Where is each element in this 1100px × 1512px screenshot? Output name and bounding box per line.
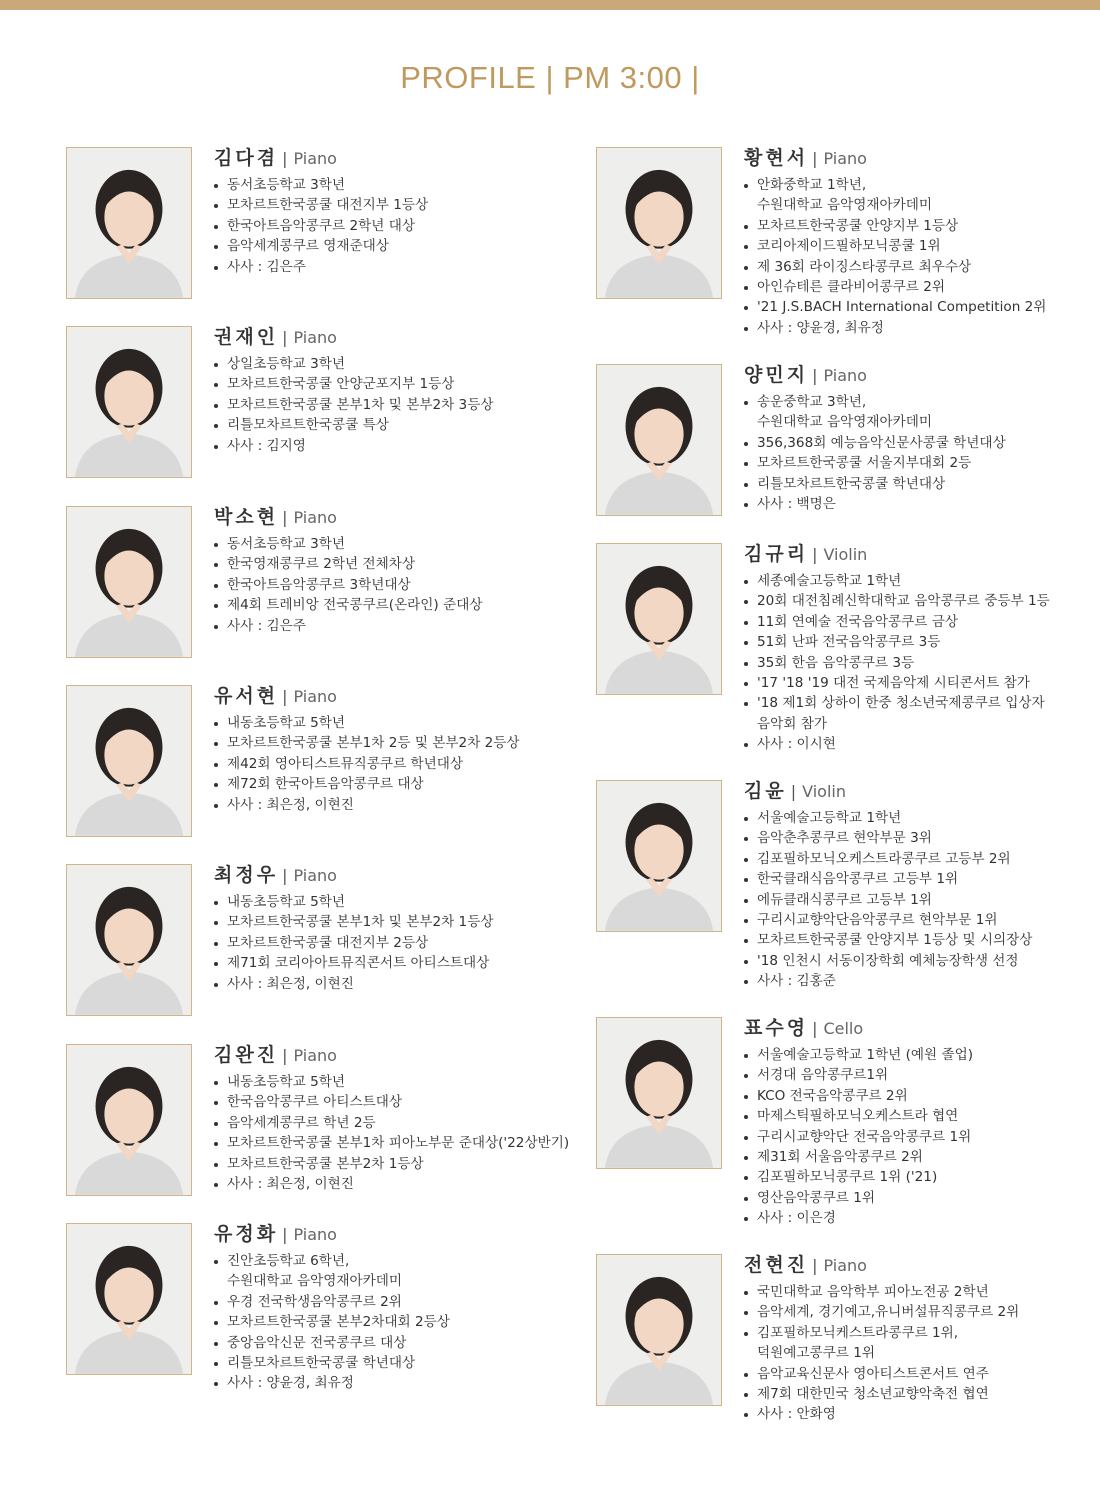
instrument-label: Piano xyxy=(293,508,337,527)
top-accent-bar xyxy=(0,0,1100,10)
performer-name: 김완진 xyxy=(214,1044,279,1066)
name-separator: | xyxy=(812,1256,818,1275)
name-separator: | xyxy=(282,328,288,347)
name-line xyxy=(744,1017,1074,1039)
profile-list-item: 음악세계, 경기예고,유니버설뮤직콩쿠르 2위 xyxy=(744,1302,1074,1322)
profile-list xyxy=(214,892,544,994)
performer-name: 권재인 xyxy=(214,326,279,348)
profile-list-item: 51회 난파 전국음악콩쿠르 3등 xyxy=(744,632,1074,652)
performer-name: 최정우 xyxy=(214,864,279,886)
profile-list-item: 모차르트한국콩쿨 대전지부 1등상 xyxy=(214,195,544,215)
profile-list-item: 한국영재콩쿠르 2학년 전체차상 xyxy=(214,554,544,574)
name-separator: | xyxy=(282,1046,288,1065)
profile-list-item: 제31회 서울음악콩쿠르 2위 xyxy=(744,1147,1074,1167)
profile-photo xyxy=(596,147,722,299)
profile-list-item: 구리시교향악단음악콩쿠르 현악부문 1위 xyxy=(744,910,1074,930)
profile-list-item: 중앙음악신문 전국콩쿠르 대상 xyxy=(214,1333,544,1353)
profile-info xyxy=(744,543,1074,755)
profile-list-item: 한국아트음악콩쿠르 3학년대상 xyxy=(214,575,544,595)
instrument-label: Piano xyxy=(293,149,337,168)
profile-list-item-line: 수원대학교 음악영재아카데미 xyxy=(757,197,933,214)
profile-list-item: 상일초등학교 3학년 xyxy=(214,354,544,374)
profile-list-item-line: '18 제1회 상하이 한중 청소년국제콩쿠르 입상자 xyxy=(757,695,1045,712)
name-line xyxy=(214,147,544,169)
name-line xyxy=(744,543,1074,565)
profile-list-item: 영산음악콩쿠르 1위 xyxy=(744,1188,1074,1208)
name-line xyxy=(744,780,1074,802)
profile-list-item-line: 음악회 참가 xyxy=(757,715,827,732)
profile-photo xyxy=(66,1044,192,1196)
profile-list xyxy=(214,354,544,456)
profile-info xyxy=(214,147,544,277)
profile-card xyxy=(66,1223,546,1473)
profile-info xyxy=(214,1223,544,1394)
profile-info xyxy=(214,864,544,994)
profile-info xyxy=(744,364,1074,514)
performer-name: 유정화 xyxy=(214,1223,279,1245)
name-separator: | xyxy=(790,782,797,801)
name-line xyxy=(214,685,544,707)
profile-list-item: 35회 한음 음악콩쿠르 3등 xyxy=(744,653,1074,673)
name-line xyxy=(214,864,544,886)
performer-name: 김다겸 xyxy=(214,147,279,169)
profile-list-item: 마제스틱필하모닉오케스트라 협연 xyxy=(744,1106,1074,1126)
name-separator: | xyxy=(282,866,288,885)
profile-list-item: 사사 : 백명은 xyxy=(744,494,1074,514)
profile-list-item: 우경 전국학생음악콩쿠르 2위 xyxy=(214,1292,544,1312)
profile-list xyxy=(744,175,1074,338)
profile-info xyxy=(214,685,544,815)
instrument-label: Violin xyxy=(823,545,868,564)
instrument-label: Piano xyxy=(293,687,337,706)
profile-list-item: 사사 : 양윤경, 최유정 xyxy=(214,1373,544,1393)
profile-list-item: 제71회 코리아아트뮤직콘서트 아티스트대상 xyxy=(214,953,544,973)
profile-list-item: 사사 : 김지영 xyxy=(214,436,544,456)
profile-list-item: 서울예술고등학교 1학년 (예원 졸업) xyxy=(744,1045,1074,1065)
instrument-label: Piano xyxy=(823,1256,867,1275)
profile-photo xyxy=(596,1017,722,1169)
profile-list-item-line: 안화중학교 1학년, xyxy=(757,177,867,193)
profile-info xyxy=(744,1254,1074,1425)
profile-photo xyxy=(66,864,192,1016)
profile-info xyxy=(214,326,544,456)
profile-info xyxy=(214,1044,570,1194)
profile-list-item: 20회 대전침례신학대학교 음악콩쿠르 중등부 1등 xyxy=(744,591,1074,611)
profile-list-item: 제 36회 라이징스타콩쿠르 최우수상 xyxy=(744,257,1074,277)
profile-list xyxy=(214,1072,570,1194)
profile-list-item-line: 송운중학교 3학년, xyxy=(757,394,867,410)
profile-list-item: 사사 : 이시현 xyxy=(744,734,1074,754)
profile-list-item: KCO 전국음악콩쿠르 2위 xyxy=(744,1086,1074,1106)
name-line xyxy=(214,326,544,348)
profile-list-item: 모차르트한국콩쿨 대전지부 2등상 xyxy=(214,933,544,953)
profile-list xyxy=(744,808,1074,992)
instrument-label: Piano xyxy=(823,366,867,385)
profile-list-item xyxy=(744,693,1074,734)
profile-list-item: 음악세계콩쿠르 영재준대상 xyxy=(214,236,544,256)
profile-list-item: 세종예술고등학교 1학년 xyxy=(744,571,1074,591)
instrument-label: Cello xyxy=(823,1019,864,1038)
profile-list-item: 구리시교향악단 전국음악콩쿠르 1위 xyxy=(744,1127,1074,1147)
name-separator: | xyxy=(282,508,288,527)
profile-list xyxy=(744,1282,1074,1425)
profile-list-item: 사사 : 최은정, 이현진 xyxy=(214,974,544,994)
profile-list-item: 모차르트한국콩쿨 안양지부 1등상 및 시의장상 xyxy=(744,930,1074,950)
profile-list-item: 모차르트한국콩쿨 본부1차 및 본부2차 1등상 xyxy=(214,912,544,932)
profile-list-item-line: 수원대학교 음악영재아카데미 xyxy=(227,1273,403,1290)
profile-card xyxy=(596,780,1076,1030)
profile-photo xyxy=(66,147,192,299)
profile-list-item: 사사 : 안화영 xyxy=(744,1404,1074,1424)
profile-list-item: 사사 : 최은정, 이현진 xyxy=(214,795,544,815)
profile-list-item: 동서초등학교 3학년 xyxy=(214,175,544,195)
profile-list-item: 모차르트한국콩쿨 본부1차 및 본부2차 3등상 xyxy=(214,395,544,415)
profile-list-item-line: 진안초등학교 6학년, xyxy=(227,1253,350,1269)
profile-list-item: 제7회 대한민국 청소년교향악축전 협연 xyxy=(744,1384,1074,1404)
name-separator: | xyxy=(812,366,818,385)
profile-photo xyxy=(66,506,192,658)
profile-list-item-line: 수원대학교 음악영재아카데미 xyxy=(757,414,933,431)
profile-card xyxy=(596,1254,1076,1504)
profile-list-item xyxy=(744,175,1074,216)
profile-list-item: 한국클래식음악콩쿠르 고등부 1위 xyxy=(744,869,1074,889)
instrument-label: Piano xyxy=(293,866,337,885)
profile-list-item: 모차르트한국콩쿨 본부1차 피아노부문 준대상('22상반기) xyxy=(214,1133,544,1153)
name-separator: | xyxy=(812,1019,818,1038)
profile-list-item: 음악춘추콩쿠르 현악부문 3위 xyxy=(744,828,1074,848)
profile-list-item xyxy=(744,1323,1074,1364)
profile-photo xyxy=(596,543,722,695)
profile-list-item: 제72회 한국아트음악콩쿠르 대상 xyxy=(214,774,544,794)
profile-info xyxy=(744,1017,1074,1229)
profile-photo xyxy=(596,780,722,932)
instrument-label: Piano xyxy=(293,1046,337,1065)
performer-name: 김윤 xyxy=(744,780,787,802)
profile-list xyxy=(214,175,544,277)
profile-card xyxy=(596,147,1076,397)
name-line xyxy=(214,1044,544,1066)
profile-list-item: 모차르트한국콩쿨 서울지부대회 2등 xyxy=(744,453,1074,473)
profile-list-item: 제4회 트레비앙 전국콩쿠르(온라인) 준대상 xyxy=(214,595,544,615)
profile-list-item: '21 J.S.BACH International Competition 2위 xyxy=(744,297,1074,317)
profile-list xyxy=(214,1251,544,1394)
name-separator: | xyxy=(282,687,288,706)
profile-list-item: 사사 : 최은정, 이현진 xyxy=(214,1174,544,1194)
profile-list-item: 사사 : 양윤경, 최유정 xyxy=(744,318,1074,338)
profile-list-item: 김포필하모닉콩쿠르 1위 ('21) xyxy=(744,1167,1074,1187)
profile-list xyxy=(744,571,1074,755)
performer-name: 전현진 xyxy=(744,1254,809,1276)
profile-list-item: 내동초등학교 5학년 xyxy=(214,713,544,733)
name-line xyxy=(744,147,1074,169)
instrument-label: Piano xyxy=(823,149,867,168)
profile-list-item: 사사 : 김홍준 xyxy=(744,971,1074,991)
profile-photo xyxy=(66,1223,192,1375)
profile-photo xyxy=(596,364,722,516)
profile-info xyxy=(214,506,544,636)
profile-card xyxy=(596,1017,1076,1267)
profile-list-item: 아인슈테른 클라비어콩쿠르 2위 xyxy=(744,277,1074,297)
profile-list-item: '17 '18 '19 대전 국제음악제 시티콘서트 참가 xyxy=(744,673,1074,693)
profile-card xyxy=(596,543,1076,793)
profile-list xyxy=(744,392,1074,514)
profile-list-item: 서울예술고등학교 1학년 xyxy=(744,808,1074,828)
profile-list-item: 한국아트음악콩쿠르 2학년 대상 xyxy=(214,216,544,236)
name-line xyxy=(744,364,1074,386)
profile-list-item: 국민대학교 음악학부 피아노전공 2학년 xyxy=(744,1282,1074,1302)
profile-list-item: 동서초등학교 3학년 xyxy=(214,534,544,554)
profile-list-item: 모차르트한국콩쿨 본부1차 2등 및 본부2차 2등상 xyxy=(214,733,544,753)
profile-list-item-line: 김포필하모닉케스트라콩쿠르 1위, xyxy=(757,1324,959,1341)
profile-list-item xyxy=(744,392,1074,433)
profile-list-item-line: 덕원예고콩쿠르 1위 xyxy=(757,1345,876,1362)
profile-info xyxy=(744,780,1074,992)
performer-name: 유서현 xyxy=(214,685,279,707)
profile-list-item: 코리아제이드필하모닉콩쿨 1위 xyxy=(744,236,1074,256)
performer-name: 양민지 xyxy=(744,364,809,386)
profile-info xyxy=(744,147,1074,338)
profile-list-item: 음악세계콩쿠르 학년 2등 xyxy=(214,1113,544,1133)
profile-list-item: 사사 : 이은경 xyxy=(744,1208,1074,1228)
instrument-label: Violin xyxy=(802,782,846,801)
profile-list-item: 에듀클래식콩쿠르 고등부 1위 xyxy=(744,890,1074,910)
performer-name: 박소현 xyxy=(214,506,279,528)
name-separator: | xyxy=(812,545,818,564)
profile-list-item: 사사 : 김은주 xyxy=(214,257,544,277)
name-line xyxy=(744,1254,1074,1276)
name-line xyxy=(214,506,544,528)
performer-name: 황현서 xyxy=(744,147,809,169)
profile-list-item: 11회 연예술 전국음악콩쿠르 금상 xyxy=(744,612,1074,632)
profile-list xyxy=(744,1045,1074,1229)
profile-list-item: 리틀모차르트한국콩쿨 학년대상 xyxy=(214,1353,544,1373)
profile-list-item xyxy=(214,1251,544,1292)
profile-list-item: 내동초등학교 5학년 xyxy=(214,1072,544,1092)
profile-list-item: '18 인천시 서동이장학회 예체능장학생 선정 xyxy=(744,951,1074,971)
performer-name: 김규리 xyxy=(744,543,809,565)
profile-photo xyxy=(596,1254,722,1406)
profile-list-item: 모차르트한국콩쿨 안양군포지부 1등상 xyxy=(214,374,544,394)
profile-list-item: 모차르트한국콩쿨 안양지부 1등상 xyxy=(744,216,1074,236)
instrument-label: Piano xyxy=(293,1225,337,1244)
performer-name: 표수영 xyxy=(744,1017,809,1039)
profile-list-item: 한국음악콩쿠르 아티스트대상 xyxy=(214,1092,544,1112)
profile-list-item: 서경대 음악콩쿠르1위 xyxy=(744,1065,1074,1085)
page-title: PROFILE | PM 3:00 | xyxy=(400,60,700,95)
instrument-label: Piano xyxy=(293,328,337,347)
profile-list-item: 음악교육신문사 영아티스트콘서트 연주 xyxy=(744,1364,1074,1384)
profile-list-item: 모차르트한국콩쿨 본부2차대회 2등상 xyxy=(214,1312,544,1332)
name-separator: | xyxy=(282,1225,288,1244)
profile-list-item: 356,368회 예능음악신문사콩쿨 학년대상 xyxy=(744,433,1074,453)
profile-list-item: 김포필하모닉오케스트라콩쿠르 고등부 2위 xyxy=(744,849,1074,869)
profile-list xyxy=(214,534,544,636)
name-separator: | xyxy=(282,149,288,168)
name-line xyxy=(214,1223,544,1245)
profile-list xyxy=(214,713,544,815)
profile-list-item: 모차르트한국콩쿨 본부2차 1등상 xyxy=(214,1154,544,1174)
profile-list-item: 제42회 영아티스트뮤직콩쿠르 학년대상 xyxy=(214,754,544,774)
profile-photo xyxy=(66,326,192,478)
profile-list-item: 내동초등학교 5학년 xyxy=(214,892,544,912)
profile-photo xyxy=(66,685,192,837)
profile-list-item: 리틀모차르트한국콩쿨 특상 xyxy=(214,415,544,435)
profile-list-item: 리틀모차르트한국콩쿨 학년대상 xyxy=(744,474,1074,494)
profile-list-item: 사사 : 김은주 xyxy=(214,616,544,636)
name-separator: | xyxy=(812,149,818,168)
